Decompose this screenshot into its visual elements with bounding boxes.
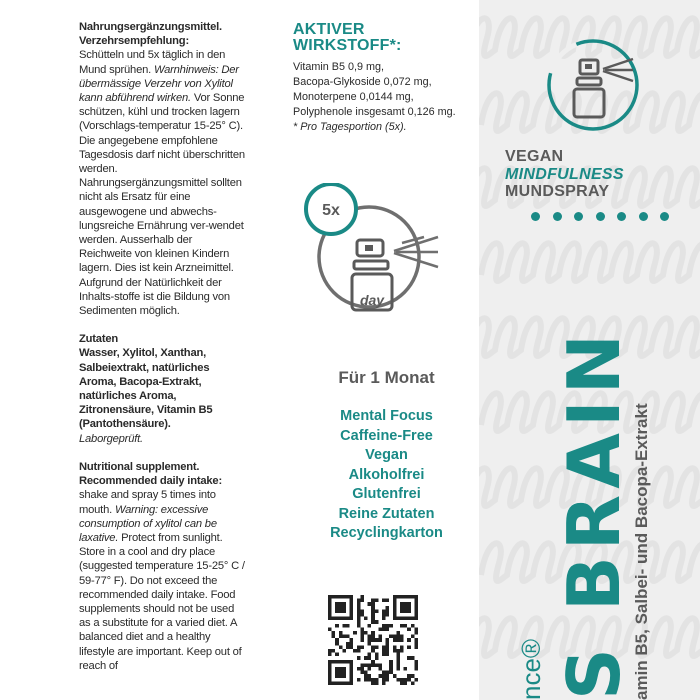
front-panel (479, 0, 700, 700)
mundspray-line: MUNDSPRAY (505, 183, 610, 200)
german-block (79, 20, 247, 318)
active-item: Monoterpene 0,0144 mg, (293, 91, 414, 103)
active-item: Polyphenole insgesamt 0,126 mg. (293, 106, 456, 118)
active-title (293, 22, 478, 54)
active-item: Bacopa-Glykoside 0,072 mg, (293, 76, 432, 88)
active-title-line2: WIRKSTOFF*: (293, 37, 402, 54)
en-intake-heading: Recommended daily intake: (79, 475, 222, 488)
de-intake: Schütteln und 5x täglich in den Mund sprühen. (79, 49, 226, 76)
en-warning: Warning: excessive consumption of xylitol can be laxative. (79, 503, 217, 544)
feature-item: Glutenfrei (352, 486, 421, 502)
spray-bottle-icon (545, 37, 641, 133)
month-supply: Für 1 Monat (338, 368, 435, 387)
de-storage: Vor Sonne schützen, kühl und trocken lagern (Vorschlags-temperatur 15-25° C). Die angegebene empfohlene Tagesdosis darf nicht überschritten werden. Nahrungsergänzungsmittel sollten nicht als Ersatz für eine ausgewogene und abwechs-lungsreiche Ernährung ver-wendet werden. Ausserhalb der Reichweite von kleinen Kindern lagern. Dies ist kein Arzneimittel. Aufgrund der Natürlichkeit der Inhalts-stoffe ist die Bildung von Sedimenten möglich. (79, 92, 245, 318)
english-block (79, 460, 247, 673)
feature-list (293, 407, 480, 544)
dot-divider (531, 212, 669, 221)
feature-item: Mental Focus (340, 408, 433, 424)
qr-code-icon (328, 595, 418, 685)
spray-dose-icon (302, 183, 452, 323)
dose-count: 5x (322, 202, 340, 219)
feature-item: Vegan (365, 447, 408, 463)
active-ingredients (293, 20, 478, 135)
en-heading: Nutritional supplement. (79, 460, 200, 473)
active-footnote: * Pro Tagesportion (5x). (293, 121, 407, 133)
mindfulness-line: MINDFULNESS (505, 165, 624, 183)
de-heading: Nahrungsergänzungsmittel. (79, 21, 222, 33)
product-name: S BRAIN (552, 327, 636, 700)
dose-label: day (359, 292, 385, 308)
active-item: Vitamin B5 0,9 mg, (293, 61, 385, 73)
feature-item: Caffeine-Free (340, 427, 433, 444)
ingredients-list: Wasser, Xylitol, Xanthan, Salbeiextrakt, natürliches Aroma, Bacopa-Extrakt, natürliches Aroma, Zitronensäure, Vitamin B5 (Pantothensäure). (79, 347, 213, 431)
feature-item: Alkoholfrei (348, 466, 425, 483)
de-intake-heading: Verzehrsempfehlung: (79, 35, 189, 48)
en-storage: Protect from sunlight. Store in a cool and dry place (suggested temperature 15-25° C / 59-77° F). Do not exceed the recommended daily intake. Food supplements should not be used as a substitute for a varied diet. A balanced diet and a healthy lifestyle are important. Keep out of reach of (79, 531, 245, 672)
active-title-line1: AKTIVER (293, 21, 365, 38)
label-text-column (79, 20, 247, 687)
de-warning: Warnhinweis: Der übermässige Verzehr von Xylitol kann abführend wirken. (79, 63, 239, 105)
lab-tested: Laborgeprüft. (79, 432, 143, 445)
feature-item: Reine Zutaten (338, 505, 435, 522)
ingredients-block (79, 332, 247, 446)
en-intake: shake and spray 5 times into mouth. (79, 489, 216, 516)
brand-trademark: nce® (516, 638, 546, 700)
product-subline: amin B5, Salbei- und Bacopa-Extrakt (632, 403, 651, 700)
vegan-line: VEGAN (505, 148, 564, 165)
product-type (505, 148, 624, 201)
active-list (293, 60, 478, 135)
feature-item: Recyclingkarton (330, 525, 443, 541)
ingredients-heading: Zutaten (79, 333, 118, 346)
dose-graphic (302, 183, 452, 323)
